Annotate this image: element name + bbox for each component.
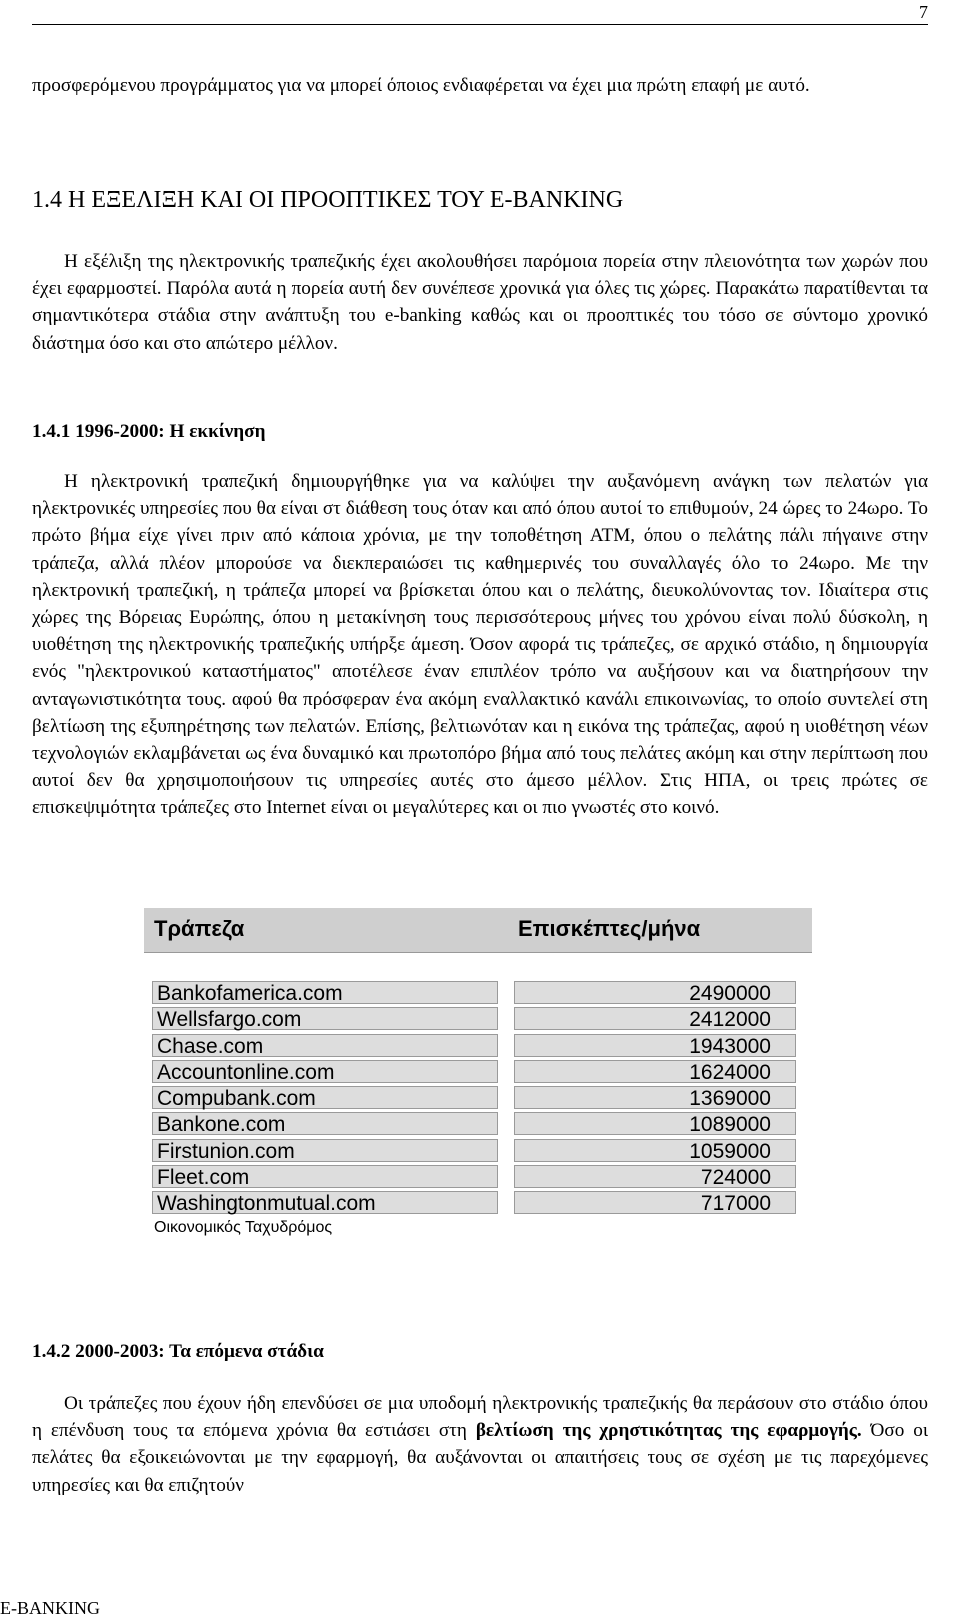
footer-title: E-BANKING: [0, 1598, 100, 1618]
header-visits: Επισκέπτες/μήνα: [518, 916, 701, 941]
table-row: [144, 1007, 812, 1033]
subsection-2-paragraph: [32, 1390, 928, 1499]
table-row: [144, 1139, 812, 1165]
table-body: [144, 981, 812, 1218]
table-row: [144, 981, 812, 1007]
subsection-1-paragraph: Η ηλεκτρονική τραπεζική δημιουργήθηκε για να καλύψει την αυξανόμενη ανάγκη των πελατών για ηλεκτρονικές υπηρεσίες που θα είναι στ διάθεση τους όταν και από όπου αυτοί το επιθυμούν, 24 ώρες το 24ωρο. Το πρώτο βήμα είχε γίνει πριν από κάποια χρόνια, με την τοποθέτηση ΑΤΜ, όπου ο πελάτης πάλι πήγαινε στην τράπεζα, αλλά πλέον μπορούσε να διεκπεραιώσει τις καθημερινές του συναλλαγές όλο το 24ωρο. Με την ηλεκτρονική τραπεζική, η τράπεζα μπορεί να βρίσκεται όπου και ο πελάτης, διευκολύνοντας τον. Ιδιαίτερα στις χώρες της Βόρειας Ευρώπης, όπου η μετακίνηση τους περισσότερους μήνες του χρόνου είναι πολύ δύσκολη, η υιοθέτηση της ηλεκτρονικής τραπεζικής υπήρξε άμεση. Όσον αφορά τις τράπεζες, σε αρχικό στάδιο, η δημιουργία ενός "ηλεκτρονικού καταστήματος" αποτέλεσε έναν επιπλέον τρόπο να αυξήσουν και να διατηρήσουν την ανταγωνιστικότητα τους. αφού θα πρόσφεραν ένα ακόμη εναλλακτικό κανάλι επικοινωνίας, το οποίο συντελεί στη βελτίωση της εξυπηρέτησης των πελατών. Επίσης, βελτιωνόταν και η εικόνα της τράπεζας, αφού η υιοθέτηση νέων τεχνολογιών εκλαμβάνεται ως ένα δυναμικό και πρωτοπόρο βήμα από τους πελάτες ακόμη και στην περίπτωση που αυτοί δεν θα χρησιμοποιήσουν τις υπηρεσίες αυτές στο άμεσο μέλλον. Στις ΗΠΑ, οι τρεις πρώτες σε επισκεψιμότητα τράπεζες στο Internet είναι οι μεγαλύτερες και οι πιο γνωστές στο κοινό.: [32, 471, 928, 819]
visits-cell: 1624000: [514, 1060, 796, 1083]
bank-visitors-table: [144, 908, 812, 1244]
visits-cell: 2412000: [514, 1007, 796, 1030]
header-bank: Τράπεζα: [154, 916, 245, 941]
table-row: [144, 1034, 812, 1060]
visits-cell: 1943000: [514, 1034, 796, 1057]
subsection-1-title: 1.4.1 1996-2000: Η εκκίνηση: [32, 421, 266, 442]
visits-cell: 1059000: [514, 1139, 796, 1162]
table-row: [144, 1086, 812, 1112]
bank-cell: Accountonline.com: [152, 1060, 498, 1083]
header-rule: [32, 24, 928, 25]
intro-paragraph: προσφερόμενου προγράμματος για να μπορεί όποιος ενδιαφέρεται να έχει μια πρώτη επαφή με αυτό.: [32, 75, 810, 96]
subsection-2-text-a: Οι τράπεζες που έχουν ήδη επενδύσει σε μια υποδομή ηλεκτρονικής τραπεζικής θα περάσουν στο στάδιο όπου η επένδυση τους τα επόμενα χρόνια θα εστιάσει στη: [32, 1393, 928, 1442]
page-number: 7: [919, 2, 928, 22]
table-row: [144, 1191, 812, 1217]
table-row: [144, 1165, 812, 1191]
visits-cell: 1369000: [514, 1086, 796, 1109]
table-header: [144, 908, 812, 953]
bank-cell: Firstunion.com: [152, 1139, 498, 1162]
bank-cell: Chase.com: [152, 1034, 498, 1057]
bank-cell: Fleet.com: [152, 1165, 498, 1188]
bank-cell: Bankofamerica.com: [152, 981, 498, 1004]
subsection-2-title: 1.4.2 2000-2003: Τα επόμενα στάδια: [32, 1341, 324, 1362]
table-row: [144, 1112, 812, 1138]
subsection-2-bold-text: βελτίωση της χρηστικότητας της εφαρμογής.: [475, 1420, 862, 1442]
visits-cell: 1089000: [514, 1112, 796, 1135]
table-row: [144, 1060, 812, 1086]
visits-cell: 2490000: [514, 981, 796, 1004]
visits-cell: 717000: [514, 1191, 796, 1214]
section-paragraph: Η εξέλιξη της ηλεκτρονικής τραπεζικής έχει ακολουθήσει παρόμοια πορεία στην πλειονότητα των χωρών που έχει εφαρμοστεί. Παρόλα αυτά η πορεία αυτή δεν συνέπεσε χρονικά για όλες τις χώρες. Παρακάτω παρατίθενται τα σημαντικότερα στάδια στην ανάπτυξη του e-banking καθώς και οι προοπτικές του τόσο σε σύντομο χρονικό διάστημα όσο και στο απώτερο μέλλον.: [32, 251, 928, 354]
table-source: Οικονομικός Ταχυδρόμος: [154, 1219, 333, 1236]
bank-cell: Washingtonmutual.com: [152, 1191, 498, 1214]
bank-cell: Bankone.com: [152, 1112, 498, 1135]
bank-cell: Compubank.com: [152, 1086, 498, 1109]
visits-cell: 724000: [514, 1165, 796, 1188]
bank-cell: Wellsfargo.com: [152, 1007, 498, 1030]
section-title: 1.4 Η ΕΞΕΛΙΞΗ ΚΑΙ ΟΙ ΠΡΟΟΠΤΙΚΕΣ ΤΟΥ E-BANKING: [32, 187, 624, 213]
subsection-2-text-b: Όσο οι πελάτες θα εξοικειώνονται με την εφαρμογή, θα αυξάνονται οι απαιτήσεις τους σε σχέση με τις παρεχόμενες υπηρεσίες και θα επιζητούν: [32, 1420, 928, 1496]
